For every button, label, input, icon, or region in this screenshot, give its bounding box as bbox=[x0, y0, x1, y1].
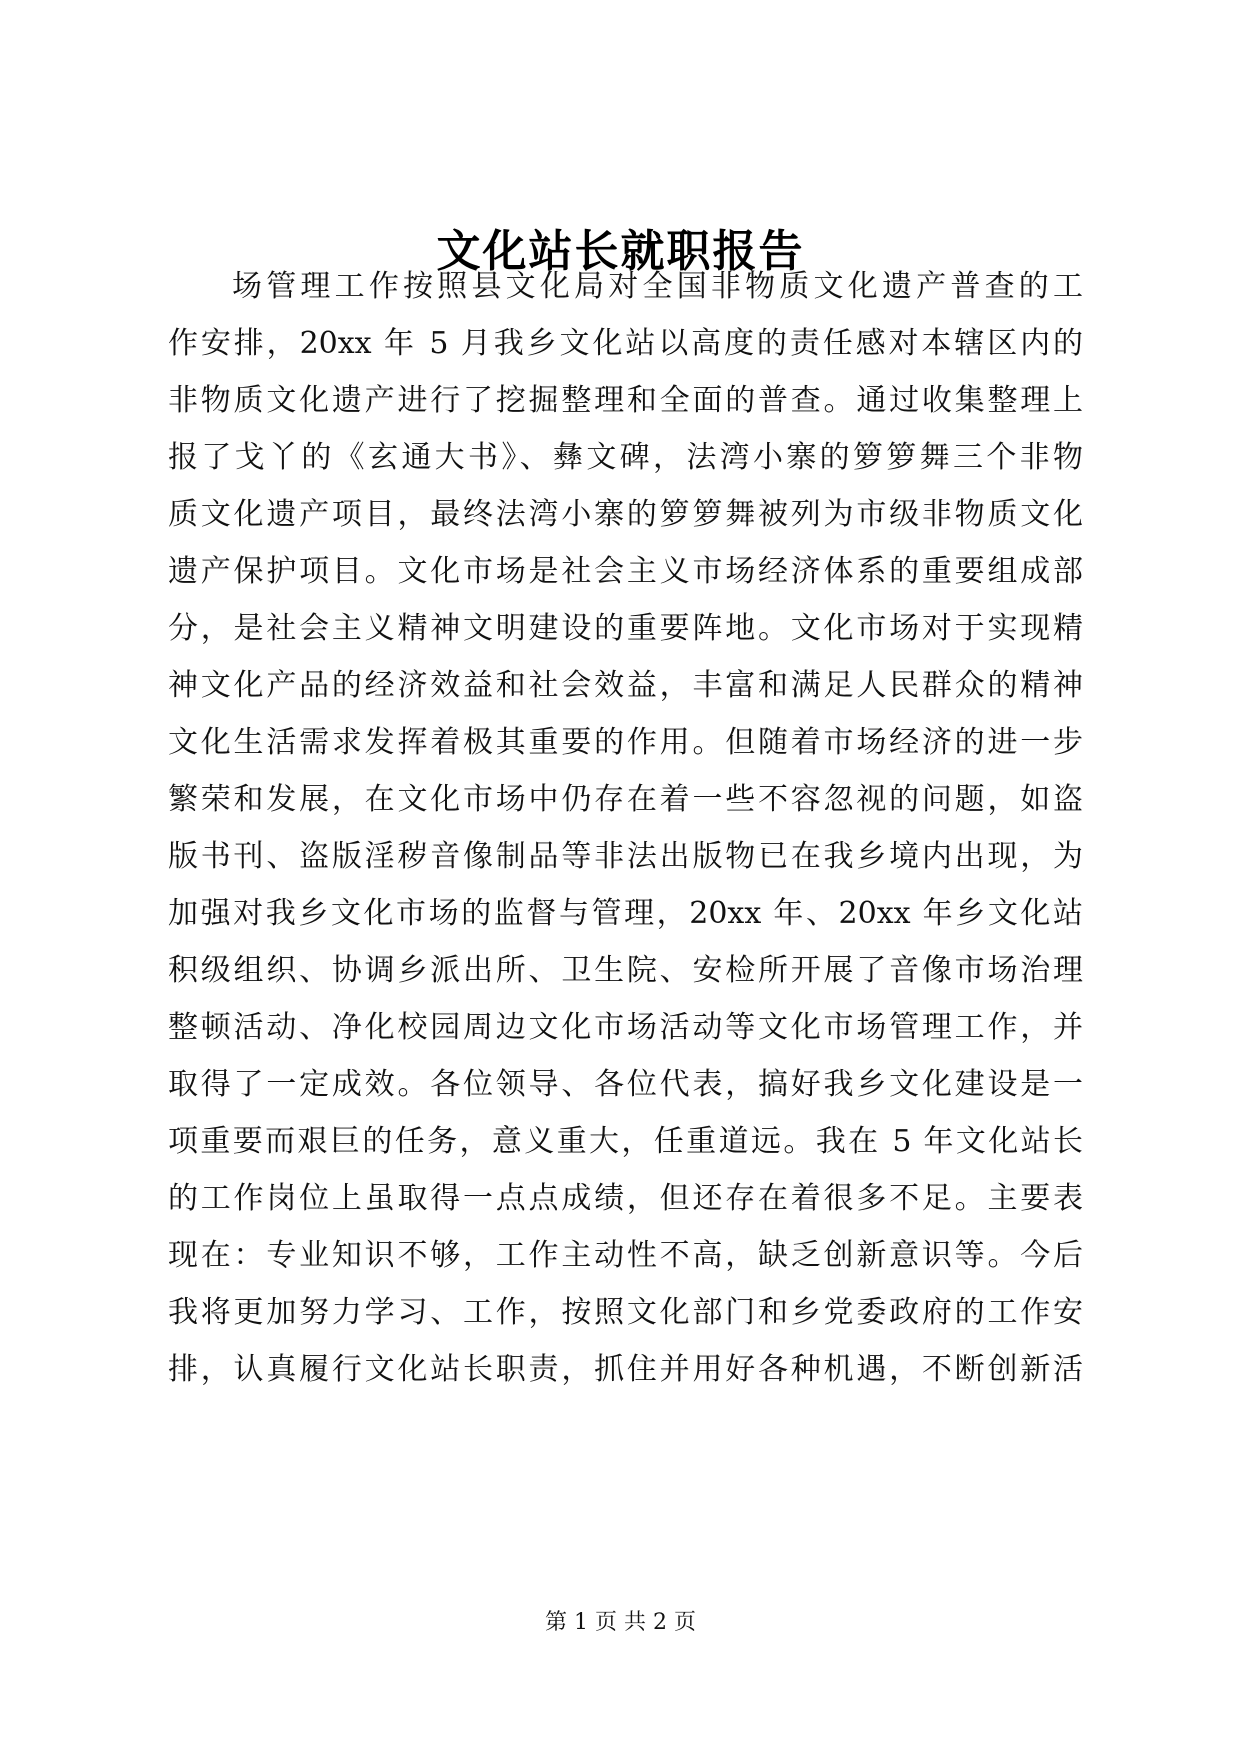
body-line: 神文化产品的经济效益和社会效益，丰富和满足人民群众的精神 bbox=[168, 668, 1083, 703]
body-line: 我将更加努力学习、工作，按照文化部门和乡党委政府的工作安 bbox=[168, 1295, 1083, 1330]
body-line: 现在：专业知识不够，工作主动性不高，缺乏创新意识等。今后 bbox=[168, 1238, 1083, 1273]
body-line: 繁荣和发展，在文化市场中仍存在着一些不容忽视的问题，如盗 bbox=[168, 782, 1083, 817]
body-line: 质文化遗产项目，最终法湾小寨的箩箩舞被列为市级非物质文化 bbox=[168, 497, 1083, 532]
body-line: 取得了一定成效。各位领导、各位代表，搞好我乡文化建设是一 bbox=[168, 1067, 1083, 1102]
body-line: 排，认真履行文化站长职责，抓住并用好各种机遇，不断创新活 bbox=[168, 1352, 1083, 1387]
body-line: 项重要而艰巨的任务，意义重大，任重道远。我在 5 年文化站长 bbox=[168, 1124, 1083, 1159]
body-line: 分，是社会主义精神文明建设的重要阵地。文化市场对于实现精 bbox=[168, 611, 1083, 646]
body-line: 非物质文化遗产进行了挖掘整理和全面的普查。通过收集整理上 bbox=[168, 383, 1083, 418]
document-title: 文化站长就职报告 bbox=[436, 226, 805, 277]
body-line: 积级组织、协调乡派出所、卫生院、安检所开展了音像市场治理 bbox=[168, 953, 1083, 988]
body-line: 的工作岗位上虽取得一点点成绩，但还存在着很多不足。主要表 bbox=[168, 1181, 1083, 1216]
body-line: 整顿活动、净化校园周边文化市场活动等文化市场管理工作，并 bbox=[168, 1010, 1083, 1045]
body-line: 版书刊、盗版淫秽音像制品等非法出版物已在我乡境内出现，为 bbox=[168, 839, 1083, 874]
page-footer: 第 1 页 共 2 页 bbox=[545, 1610, 696, 1635]
body-line: 加强对我乡文化市场的监督与管理，20xx 年、20xx 年乡文化站 bbox=[168, 896, 1083, 931]
body-line: 场管理工作按照县文化局对全国非物质文化遗产普查的工 bbox=[232, 269, 1083, 304]
body-line: 遗产保护项目。文化市场是社会主义市场经济体系的重要组成部 bbox=[168, 554, 1083, 589]
body-line: 文化生活需求发挥着极其重要的作用。但随着市场经济的进一步 bbox=[168, 725, 1083, 760]
body-line: 报了戈丫的《玄通大书》、彝文碑，法湾小寨的箩箩舞三个非物 bbox=[168, 440, 1083, 475]
body-line: 作安排，20xx 年 5 月我乡文化站以高度的责任感对本辖区内的 bbox=[168, 326, 1083, 361]
